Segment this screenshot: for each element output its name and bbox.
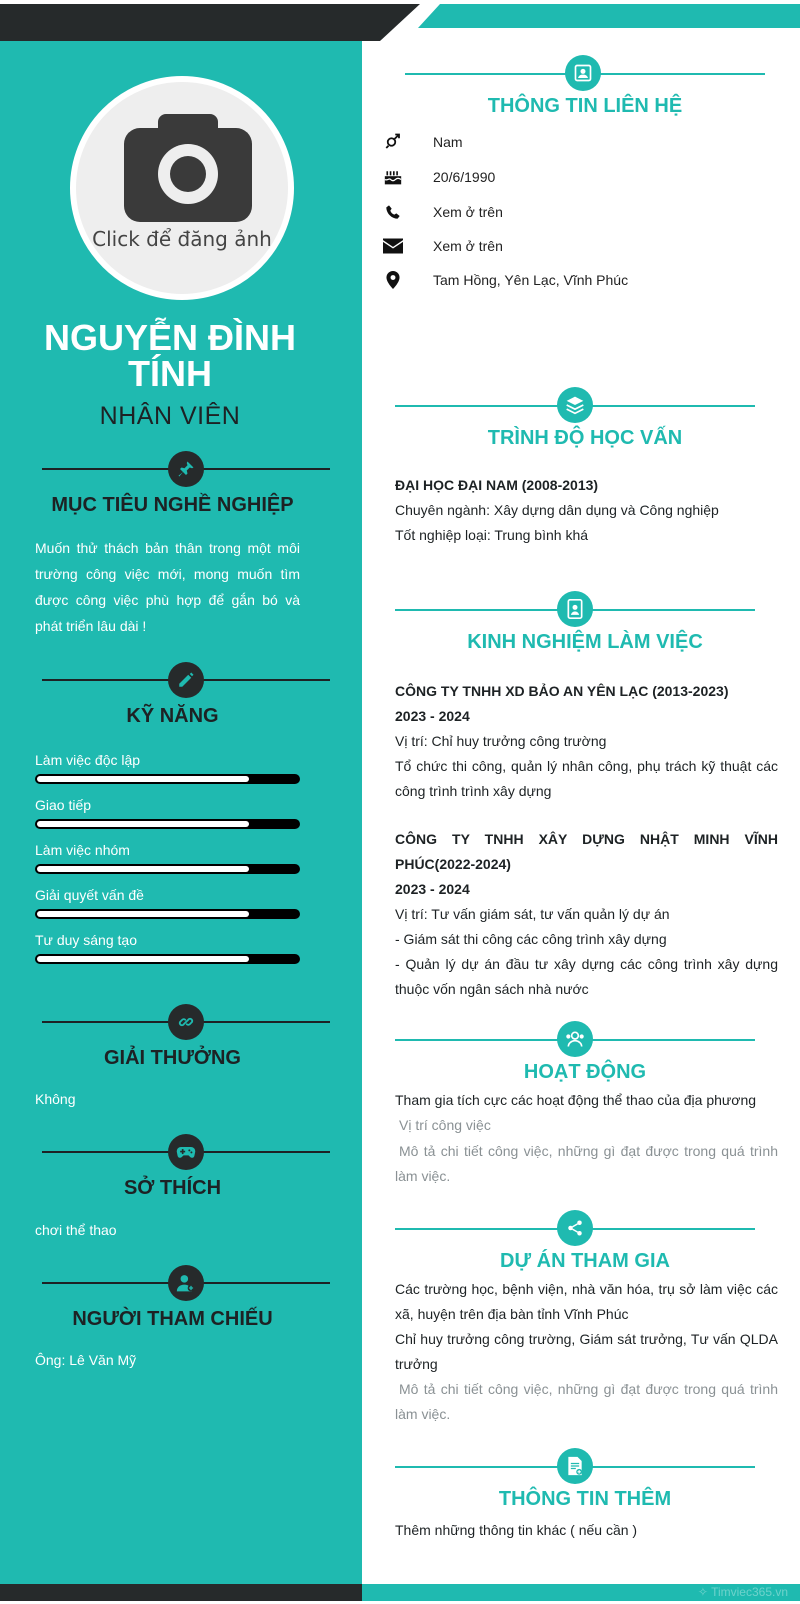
map-pin-icon <box>383 270 403 290</box>
id-badge-icon <box>557 591 593 627</box>
objective-text: Muốn thử thách bản thân trong một môi trường công việc mới, mong muốn tìm được công việc phù hợp để gắn bó và phát triển lâu dài ! <box>35 540 300 634</box>
camera-icon <box>124 112 252 224</box>
activities-description-placeholder[interactable]: Mô tả chi tiết công việc, những gì đạt được trong quá trình làm việc. <box>395 1143 778 1184</box>
job-period: 2023 - 2024 <box>395 708 470 724</box>
pin-icon <box>168 451 204 487</box>
skill-bar <box>35 954 300 964</box>
skill-bar <box>35 774 300 784</box>
contact-email <box>383 236 503 256</box>
contact-birthday <box>383 167 496 187</box>
education-major: Chuyên ngành: Xây dựng dân dụng và Công nghiệp <box>395 502 719 518</box>
section-title: DỰ ÁN THAM GIA <box>500 1250 670 1272</box>
section-title: TRÌNH ĐỘ HỌC VẤN <box>487 427 683 449</box>
skill-item <box>35 841 300 874</box>
section-title: GIẢI THƯỞNG <box>104 1047 241 1069</box>
bottom-banner-dark <box>0 1584 362 1601</box>
layers-icon <box>557 387 593 423</box>
document-add-icon <box>557 1448 593 1484</box>
job-company: CÔNG TY TNHH XD BẢO AN YÊN LẠC (2013-2023) <box>395 683 729 699</box>
gender-icon <box>383 132 403 152</box>
projects-text: Các trường học, bệnh viện, nhà văn hóa, trụ sở làm việc các xã, huyện trên địa bàn tỉnh Vĩnh Phúc <box>395 1281 778 1322</box>
skill-bar <box>35 819 300 829</box>
skill-bar-fill <box>37 866 249 872</box>
job-description: - Quản lý dự án đầu tư xây dựng các công trình xây dựng thuộc vốn ngân sách nhà nước <box>395 956 778 997</box>
contact-phone <box>383 202 503 222</box>
contact-card-icon <box>565 55 601 91</box>
avatar-caption: Click để đăng ảnh <box>92 227 272 251</box>
watermark: ✧ Timviec365.vn <box>697 1585 788 1599</box>
education-grade: Tốt nghiệp loại: Trung bình khá <box>395 527 589 543</box>
skill-bar-fill <box>37 821 249 827</box>
skill-bar-fill <box>37 911 249 917</box>
birthday-value: 20/6/1990 <box>433 169 496 185</box>
skill-bar <box>35 909 300 919</box>
job-company: CÔNG TY TNHH XÂY DỰNG NHẬT MINH VĨNH PHÚC(2022-2024) <box>395 831 778 872</box>
gender-value: Nam <box>433 134 463 150</box>
users-icon <box>557 1021 593 1057</box>
top-banner-teal <box>418 4 800 28</box>
section-title: NGƯỜI THAM CHIẾU <box>72 1308 273 1330</box>
skill-label: Tư duy sáng tạo <box>35 932 137 948</box>
section-title: THÔNG TIN LIÊN HỆ <box>487 95 683 117</box>
section-title: THÔNG TIN THÊM <box>498 1488 672 1510</box>
phone-icon <box>383 202 403 222</box>
job-period: 2023 - 2024 <box>395 881 470 897</box>
job-role: Vị trí: Tư vấn giám sát, tư vấn quản lý dự án <box>395 906 670 922</box>
skill-label: Giao tiếp <box>35 797 92 813</box>
activities-text: Tham gia tích cực các hoạt động thể thao của địa phương <box>395 1092 757 1108</box>
skill-bar-fill <box>37 776 249 782</box>
pencil-icon <box>168 662 204 698</box>
envelope-icon <box>383 236 403 256</box>
job-role: Vị trí: Chỉ huy trưởng công trường <box>395 733 607 749</box>
link-icon <box>168 1004 204 1040</box>
section-title: HOẠT ĐỘNG <box>523 1061 647 1083</box>
education-school: ĐẠI HỌC ĐẠI NAM (2008-2013) <box>395 477 599 493</box>
skill-label: Làm việc nhóm <box>35 842 130 858</box>
avatar-upload[interactable] <box>70 76 294 300</box>
awards-text: Không <box>35 1091 76 1107</box>
section-title: SỞ THÍCH <box>123 1177 222 1199</box>
phone-value: Xem ở trên <box>433 204 503 220</box>
contact-gender <box>383 132 463 152</box>
address-value: Tam Hồng, Yên Lạc, Vĩnh Phúc <box>433 272 629 288</box>
skill-label: Giải quyết vấn đề <box>35 887 144 903</box>
job-title: NHÂN VIÊN <box>99 402 241 430</box>
top-banner-dark <box>0 4 420 41</box>
gamepad-icon <box>168 1134 204 1170</box>
skill-item <box>35 886 300 919</box>
section-title: MỤC TIÊU NGHỀ NGHIỆP <box>51 494 294 516</box>
share-icon <box>557 1210 593 1246</box>
section-title: KINH NGHIỆM LÀM VIỆC <box>467 631 703 653</box>
projects-description-placeholder[interactable]: Mô tả chi tiết công việc, những gì đạt được trong quá trình làm việc. <box>395 1381 778 1422</box>
section-title: KỸ NĂNG <box>126 705 219 727</box>
job-description: - Giám sát thi công các công trình xây dựng <box>395 931 667 947</box>
skill-bar <box>35 864 300 874</box>
skill-label: Làm việc độc lập <box>35 752 141 768</box>
skill-item <box>35 751 300 784</box>
hobbies-text: chơi thể thao <box>35 1222 117 1238</box>
job-description: Tổ chức thi công, quản lý nhân công, phụ trách kỹ thuật các công trình trình xây dựng <box>395 758 778 799</box>
user-add-icon <box>168 1265 204 1301</box>
references-text: Ông: Lê Văn Mỹ <box>35 1352 137 1368</box>
additional-text: Thêm những thông tin khác ( nếu cần ) <box>395 1522 638 1538</box>
activities-role-placeholder[interactable]: Vị trí công việc <box>399 1117 491 1133</box>
skill-item <box>35 931 300 964</box>
full-name: NGUYỄN ĐÌNH TÍNH <box>43 317 297 394</box>
email-value: Xem ở trên <box>433 238 503 254</box>
birthday-cake-icon <box>383 167 403 187</box>
contact-address <box>383 270 629 290</box>
skill-bar-fill <box>37 956 249 962</box>
projects-text: Chỉ huy trưởng công trường, Giám sát trưởng, Tư vấn QLDA trưởng <box>395 1331 778 1372</box>
skill-item <box>35 796 300 829</box>
